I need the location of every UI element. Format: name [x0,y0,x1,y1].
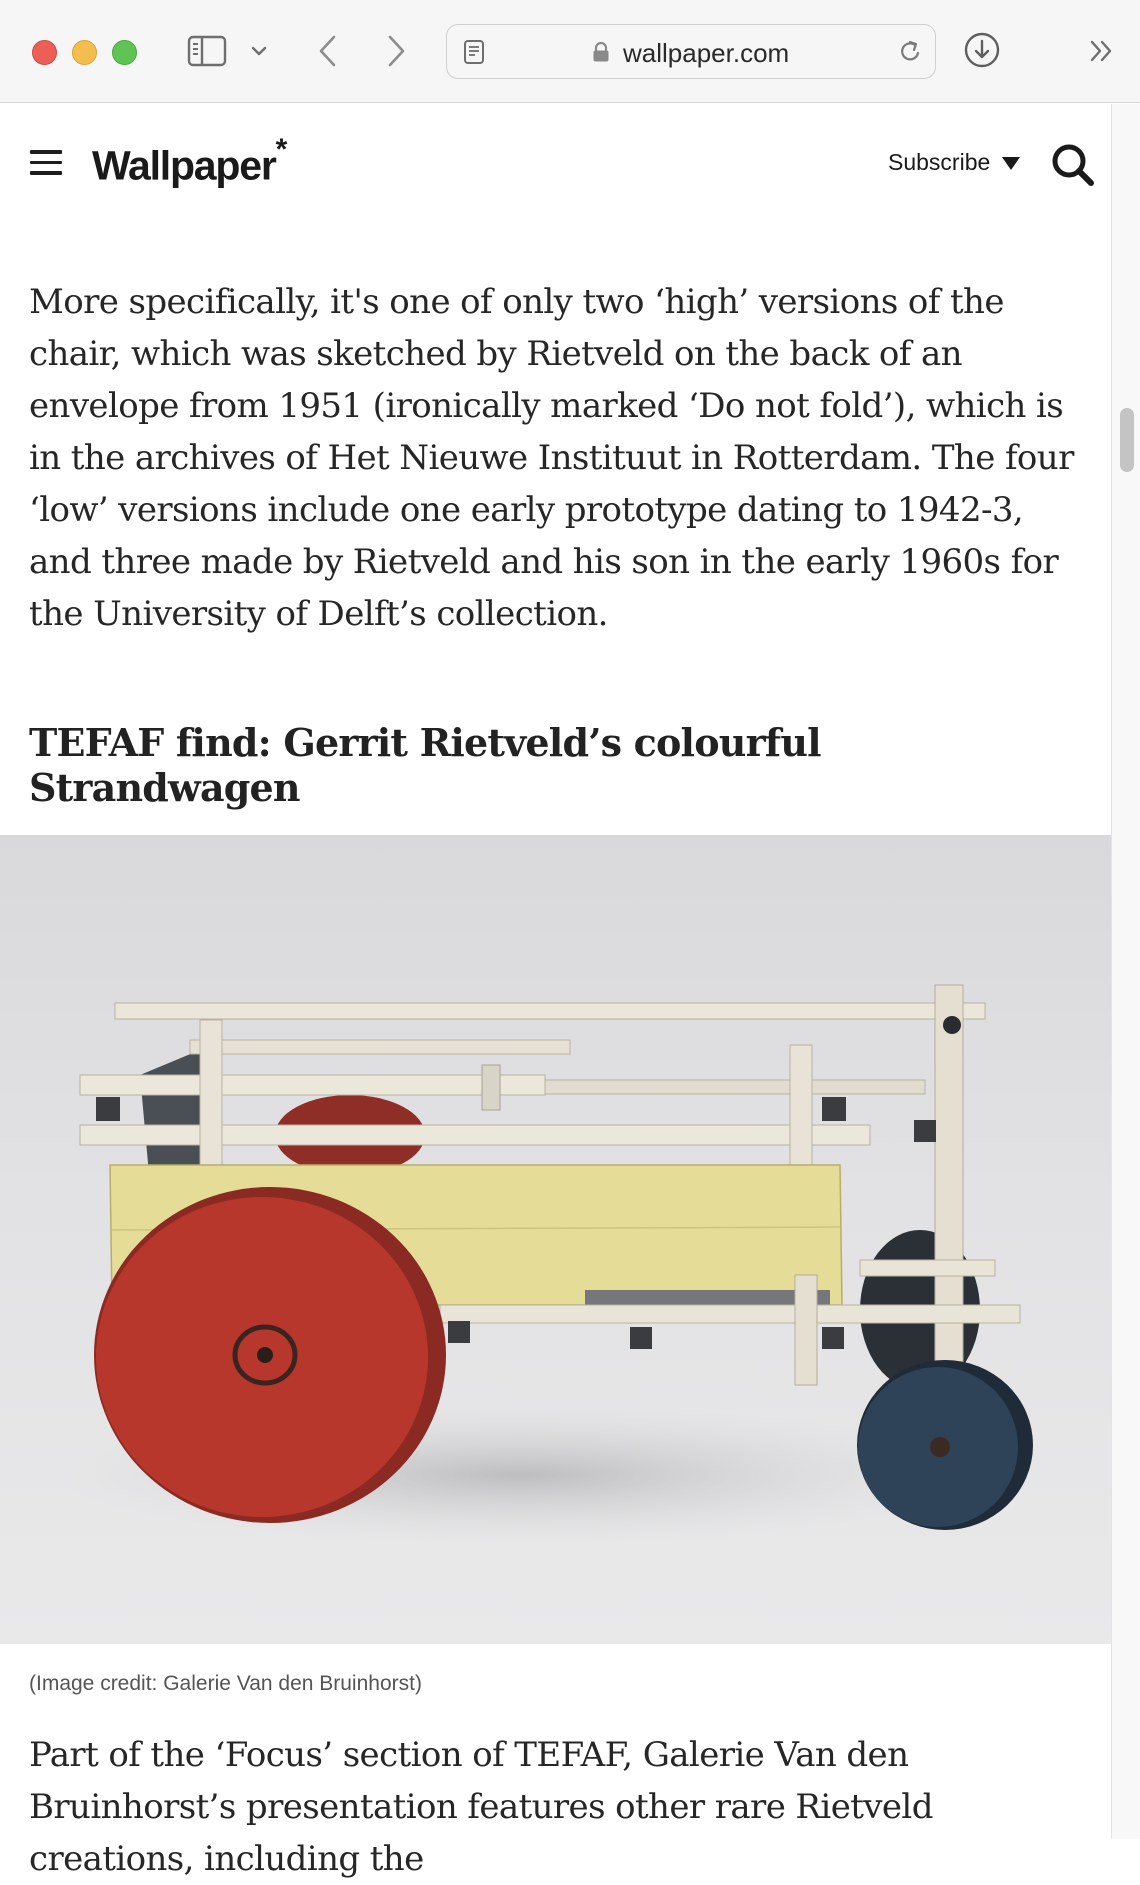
search-icon [1050,142,1096,188]
chevron-down-icon [251,45,267,57]
lock-icon [592,41,610,63]
joint-block [448,1321,470,1343]
center-peg [482,1065,500,1110]
section-heading: TEFAF find: Gerrit Rietveld’s colourful Strandwagen [29,720,821,810]
reader-icon[interactable] [463,39,485,65]
hamburger-line [30,171,62,175]
bottom-rail [440,1305,1020,1323]
logo-mark: * [275,133,287,166]
article-paragraph: Part of the ‘Focus’ section of TEFAF, Galerie Van den Bruinhorst’s presentation features other rare Rietveld creations, including the [29,1735,933,1879]
caret-down-icon [1002,157,1020,170]
sidebar-menu-button[interactable] [248,38,270,64]
sidebar-toggle-button[interactable] [186,34,228,68]
site-header [0,104,1111,220]
forward-button[interactable] [378,32,414,70]
red-wheel-axle [257,1347,273,1363]
site-logo[interactable] [92,133,287,190]
post [790,1045,812,1175]
download-icon [963,31,1001,69]
rear-post [795,1275,817,1385]
address-bar[interactable] [446,24,936,79]
mid-rail-left [80,1075,545,1095]
forward-icon [385,34,407,68]
strandwagen-illustration [0,835,1111,1644]
post [200,1020,222,1170]
more-chevrons-icon [1087,38,1117,64]
page-scrollbar-thumb[interactable] [1120,408,1134,472]
hamburger-line [30,161,62,165]
browser-toolbar [0,0,1140,103]
sidebar-icon [187,35,227,67]
front-bottom-rail [860,1260,995,1276]
mid-rail-right [545,1080,925,1094]
joint-block [914,1120,936,1142]
bolt [943,1016,961,1034]
upper-back-rail [190,1040,570,1054]
joint-block [822,1327,844,1349]
logo-text: Wallpaper [92,142,276,189]
blue-wheel-axle [930,1437,950,1457]
zoom-window-button[interactable] [112,40,137,65]
strandwagen-photo [0,835,1111,1644]
subscribe-label: Subscribe [888,149,991,175]
url-text: wallpaper.com [623,38,790,68]
top-rail [115,1003,985,1019]
front-post [935,985,963,1385]
back-icon [317,34,339,68]
joint-block [96,1097,120,1121]
subscribe-button[interactable] [888,149,1020,176]
downloads-button[interactable] [962,30,1002,70]
reload-icon[interactable] [897,38,923,66]
menu-button[interactable] [30,150,62,176]
search-button[interactable] [1050,142,1096,188]
more-toolbar-items-button[interactable] [1086,34,1118,68]
page-scrollbar-track[interactable] [1111,104,1140,1839]
joint-block [822,1097,846,1121]
close-window-button[interactable] [32,40,57,65]
article-paragraph: More specifically, it's one of only two ‘high’ versions of the chair, which was sketched by Rietveld on the back of an envelope from 1951 (ironically marked ‘Do not fold’), which is in the archives of Het Nieuwe Instituut in Rotterdam. The four ‘low’ versions include one early prototype dating to 1942-3, and three made by Rietveld and his son in the early 1960s for the University of Delft’s collection. [29,282,1074,634]
hamburger-line [30,150,62,154]
lower-rail [80,1125,870,1145]
back-button[interactable] [310,32,346,70]
joint-block [630,1327,652,1349]
image-credit: (Image credit: Galerie Van den Bruinhorst) [29,1672,422,1695]
minimize-window-button[interactable] [72,40,97,65]
